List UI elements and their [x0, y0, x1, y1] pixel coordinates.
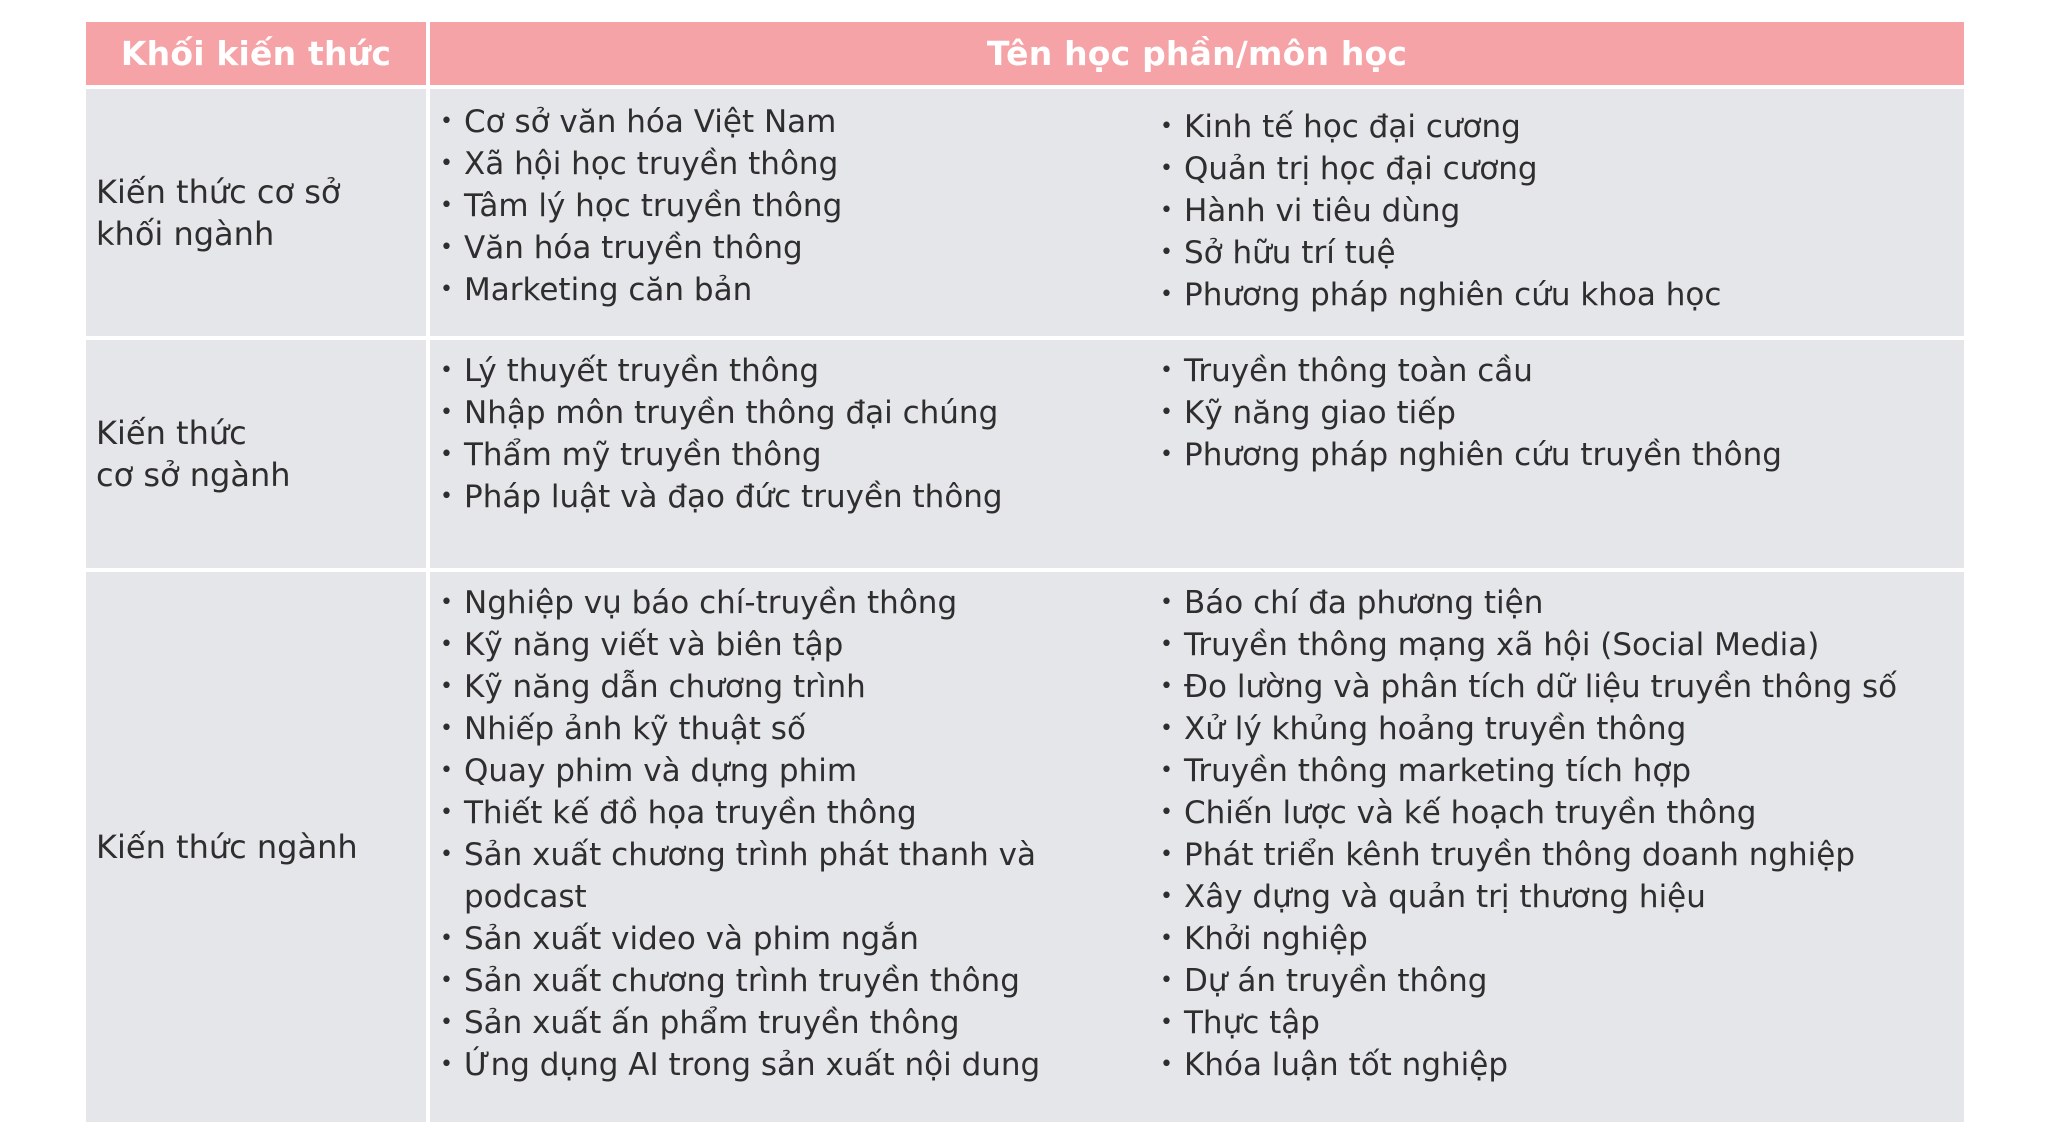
course-item: • Báo chí đa phương tiện	[1160, 582, 1960, 624]
curriculum-table	[86, 22, 1960, 1114]
course-item: • Cơ sở văn hóa Việt Nam	[440, 101, 1130, 143]
course-item: • Dự án truyền thông	[1160, 960, 1960, 1002]
courses-major-foundation	[430, 340, 1964, 568]
courses-foundation-block	[430, 89, 1964, 336]
course-item: • Xây dựng và quản trị thương hiệu	[1160, 876, 1960, 918]
course-list-right	[1160, 350, 1960, 476]
course-item: • Văn hóa truyền thông	[440, 227, 1130, 269]
course-item: • Sở hữu trí tuệ	[1160, 232, 1960, 274]
course-item: • Thực tập	[1160, 1002, 1960, 1044]
course-item: • Hành vi tiêu dùng	[1160, 190, 1960, 232]
course-item: • Quay phim và dựng phim	[440, 750, 1130, 792]
courses-major	[430, 572, 1964, 1122]
course-item: • Sản xuất video và phim ngắn	[440, 918, 1130, 960]
course-item: • Kỹ năng giao tiếp	[1160, 392, 1960, 434]
course-item: • Marketing căn bản	[440, 269, 1130, 311]
course-item: • Truyền thông mạng xã hội (Social Media)	[1160, 624, 1960, 666]
course-item: • Xã hội học truyền thông	[440, 143, 1130, 185]
group-label-major-foundation: Kiến thức cơ sở ngành	[86, 340, 426, 568]
course-list-right	[1160, 582, 1960, 1086]
course-list-right	[1160, 106, 1960, 316]
course-item: • Lý thuyết truyền thông	[440, 350, 1130, 392]
course-list-left	[440, 101, 1130, 311]
course-item: • Sản xuất chương trình truyền thông	[440, 960, 1130, 1002]
course-item: • Xử lý khủng hoảng truyền thông	[1160, 708, 1960, 750]
course-list-left	[440, 582, 1130, 1086]
course-item: • Khởi nghiệp	[1160, 918, 1960, 960]
course-item: • Chiến lược và kế hoạch truyền thông	[1160, 792, 1960, 834]
course-item: • Truyền thông marketing tích hợp	[1160, 750, 1960, 792]
course-item: • Kinh tế học đại cương	[1160, 106, 1960, 148]
course-list-left	[440, 350, 1130, 518]
group-label-foundation-block: Kiến thức cơ sở khối ngành	[86, 89, 426, 336]
course-item: • Phương pháp nghiên cứu khoa học	[1160, 274, 1960, 316]
header-knowledge-block: Khối kiến thức	[86, 22, 426, 85]
group-label-major: Kiến thức ngành	[86, 572, 426, 1122]
course-item: • Thiết kế đồ họa truyền thông	[440, 792, 1130, 834]
course-item: • Truyền thông toàn cầu	[1160, 350, 1960, 392]
header-course-name: Tên học phần/môn học	[430, 22, 1964, 85]
course-item: • Thẩm mỹ truyền thông	[440, 434, 1130, 476]
course-item: • Sản xuất chương trình phát thanh và podcast	[440, 834, 1054, 918]
course-item: • Quản trị học đại cương	[1160, 148, 1960, 190]
course-item: • Phương pháp nghiên cứu truyền thông	[1160, 434, 1960, 476]
course-item: • Phát triển kênh truyền thông doanh nghiệp	[1160, 834, 1960, 876]
course-item: • Tâm lý học truyền thông	[440, 185, 1130, 227]
course-item: • Đo lường và phân tích dữ liệu truyền thông số	[1160, 666, 1960, 708]
course-item: • Sản xuất ấn phẩm truyền thông	[440, 1002, 1130, 1044]
course-item: • Kỹ năng viết và biên tập	[440, 624, 1130, 666]
course-item: • Nhiếp ảnh kỹ thuật số	[440, 708, 1130, 750]
course-item: • Nhập môn truyền thông đại chúng	[440, 392, 1130, 434]
course-item: • Nghiệp vụ báo chí-truyền thông	[440, 582, 1130, 624]
course-item: • Kỹ năng dẫn chương trình	[440, 666, 1130, 708]
course-item: • Ứng dụng AI trong sản xuất nội dung	[440, 1044, 1130, 1086]
course-item: • Pháp luật và đạo đức truyền thông	[440, 476, 1130, 518]
course-item: • Khóa luận tốt nghiệp	[1160, 1044, 1960, 1086]
